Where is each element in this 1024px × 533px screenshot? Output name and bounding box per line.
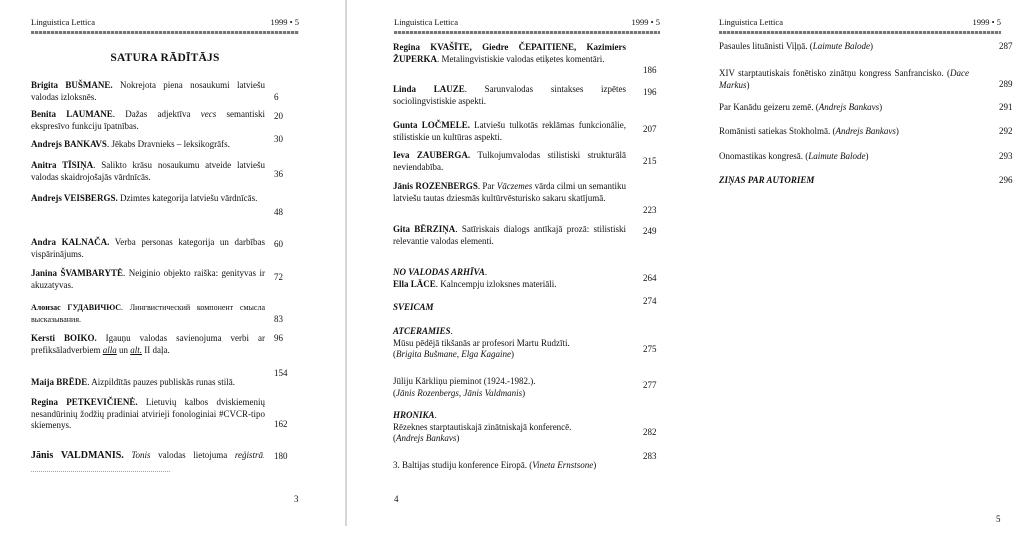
section-heading: SVEICAM — [393, 302, 434, 312]
toc-entry[interactable] — [31, 237, 283, 260]
entry-page: 196 — [643, 87, 657, 97]
entry-title: . Metalingvistiskie valodas etiķetes komentāri. — [437, 53, 605, 64]
entry-author: Anitra TĪSIŅA — [31, 160, 94, 170]
section-heading-punct: . — [434, 410, 437, 420]
entry-author: Benita LAUMANE — [31, 109, 113, 119]
section-heading-punct: . — [450, 326, 453, 336]
toc-entry[interactable]: 3. Baltijas studiju konference Eiropā. (Vineta Ernstsone) 283 — [393, 451, 657, 470]
entry-page: 292 — [999, 126, 1013, 136]
toc-entry[interactable] — [31, 302, 283, 325]
entry-title: Tulkojumvalodas stilistiski strukturālā neviendabība. — [393, 150, 626, 172]
toc-section-atceramies[interactable]: ATCERAMIES. Mūsu pēdējā tikšanās ar profesori Martu Rudzīti. (Brigita Bušmane, Elga Kagaine) 275 — [393, 326, 657, 359]
entry-page: 83 — [274, 314, 283, 324]
entry-author: Ieva ZAUBERGA. — [393, 150, 471, 160]
entry-title: . Satīriskais dialogs antīkajā prozā: stilistiski relevantie valodas elementi. — [393, 224, 627, 246]
entry-byline: Andrejs Bankavs — [396, 433, 457, 443]
entry-title: Pasaules lituānisti Viļņā. — [719, 41, 810, 51]
entry-title: . Dažas adjektīva — [112, 109, 201, 119]
entry-title: Dzimtes kategorija latviešu vārdnīcās. — [117, 193, 258, 203]
entry-byline: Vineta Ernstsone — [532, 460, 594, 470]
toc-entry[interactable] — [31, 193, 283, 217]
entry-page: 287 — [999, 41, 1013, 51]
entry-title-italic: reģistrā — [234, 450, 263, 460]
entry-page: 283 — [643, 451, 657, 461]
entry-title: Mūsu pēdējā tikšanās ar profesori Martu Rudzīti. — [393, 337, 570, 348]
issue-number: 1999 • 5 — [270, 17, 299, 27]
entry-page: 180 — [274, 451, 288, 461]
entry-byline: Jānis Rozenbergs, Jānis Valdmanis — [396, 387, 523, 398]
entry-title-italic: Vāczemes — [496, 181, 533, 191]
entry-page: 275 — [643, 344, 657, 354]
entry-page: 282 — [643, 427, 657, 437]
page-number: 3 — [294, 494, 299, 504]
header-rule — [394, 31, 660, 34]
entry-author: Andrejs VEISBERGS. — [31, 193, 118, 203]
entry-page: 215 — [643, 156, 657, 166]
entry-author: Gunta LOČMELE. — [393, 120, 470, 130]
toc-entry[interactable]: Onomastikas kongresā. (Laimute Balode) 293 — [719, 151, 1013, 161]
entry-page: 264 — [643, 273, 657, 283]
header-rule — [31, 31, 299, 34]
toc-section-hronika[interactable]: HRONIKA. Rēzeknes starptautiskajā zinātniskajā konferencē. (Andrejs Bankavs) 282 — [393, 410, 657, 443]
entry-author: Regina PETKEVIČIENĖ. — [31, 397, 138, 407]
entry-title: . Par — [477, 181, 497, 191]
entry-title: Lietuvių kalbos dviskiemenių nesandūrinių žodžių pradiniai atvirieji fonologiniai #CVCR-tipo skiemenys. — [31, 397, 265, 430]
toc-entry[interactable]: XIV starptautiskais fonētisko zinātņu kongress Sanfrancisko. (Dace Markus) 289 — [719, 68, 1013, 90]
entry-title: . Kalncempju izloksnes materiāli. — [435, 278, 557, 289]
entry-title: Onomastikas kongresā. — [719, 151, 806, 161]
toc-entry[interactable] — [393, 84, 657, 107]
entry-author: Kersti BOIKO. — [31, 333, 97, 343]
entry-author: Maija BRĒDE — [31, 377, 88, 387]
entry-title: semantiski ekspresīvo funkciju īpatnības. — [31, 109, 265, 131]
toc-entry[interactable] — [31, 134, 283, 151]
entry-title: Par Kanādu geizeru zemē. — [719, 102, 816, 112]
entry-page: 293 — [999, 151, 1013, 161]
entry-title: XIV starptautiskais fonētisko zinātņu kongress Sanfrancisko. — [719, 68, 947, 78]
section-heading-punct: . — [484, 267, 488, 277]
entry-page: 162 — [274, 419, 288, 429]
issue-number: 1999 • 5 — [631, 17, 660, 27]
entry-author: Ella LĀCE — [393, 278, 436, 289]
toc-entry[interactable] — [393, 42, 657, 75]
toc-entry[interactable] — [31, 268, 283, 291]
entry-page: 186 — [643, 65, 657, 75]
entry-page: 277 — [643, 380, 657, 390]
entry-title: Romānisti satiekas Stokholmā. — [719, 126, 833, 136]
entry-title: . Neiginio objekto raiška: genityvas ir akuzatyvas. — [31, 268, 265, 290]
toc-entry[interactable] — [393, 150, 657, 173]
section-heading: ATCERAMIES — [393, 326, 451, 336]
toc-entry[interactable] — [31, 80, 279, 103]
entry-page: 274 — [643, 296, 657, 306]
entry-author: Алоизас ГУДАВИЧЮС — [31, 303, 122, 312]
page-4 — [347, 0, 690, 533]
journal-name: Linguistica Lettica — [394, 17, 458, 27]
toc-entry[interactable] — [393, 224, 657, 247]
entry-author: Gita BĒRZIŅA — [393, 224, 456, 234]
entry-byline: Laimute Balode — [812, 41, 871, 51]
entry-title-italic: Tonis — [131, 450, 151, 460]
entry-title: Latviešu tulkotās reklāmas funkcionālie, stilistiskie un kultūras aspekti. — [393, 120, 626, 142]
entry-byline: Brigita Bušmane, Elga Kagaine — [396, 349, 511, 359]
entry-page: 289 — [999, 79, 1013, 89]
toc-entry[interactable]: Jūliju Kārkliņu pieminot (1924.-1982.). (Jānis Rozenbergs, Jānis Valdmanis) 277 — [393, 376, 657, 398]
running-header — [719, 17, 1001, 27]
entry-page: 291 — [999, 102, 1013, 112]
entry-author: Regina KVAŠĪTE, Giedre ČEPAITIENE, Kazimiers ŽUPERKA — [393, 42, 626, 64]
journal-name: Linguistica Lettica — [31, 17, 95, 27]
running-header — [394, 17, 660, 27]
entry-title: . Лингвистический компонент смысла высказывания. — [31, 303, 265, 324]
entry-author: Jānis VALDMANIS. — [31, 450, 124, 461]
toc-title: SATURA RĀDĪTĀJS — [110, 52, 220, 64]
toc-section-zinas-par-autoriem[interactable] — [719, 175, 1013, 187]
entry-page: 296 — [999, 175, 1013, 185]
entry-title: Rēzeknes starptautiskajā zinātniskajā konferencē. — [393, 421, 572, 432]
toc-entry[interactable] — [31, 109, 283, 132]
entry-page: 154 — [274, 368, 288, 378]
entry-title-underlined: alt. — [130, 344, 142, 355]
page-5 — [690, 0, 1024, 533]
entry-title: un — [116, 344, 131, 355]
entry-title: 3. Baltijas studiju konference Eiropā. — [393, 460, 530, 470]
toc-entry[interactable] — [31, 333, 283, 356]
toc-section-sveicam[interactable] — [393, 296, 657, 314]
page-number: 4 — [394, 494, 399, 504]
page-3 — [0, 0, 347, 533]
entry-title: . Jēkabs Dravnieks – leksikogrāfs. — [106, 139, 230, 149]
toc-entry[interactable]: Pasaules lituānisti Viļņā. (Laimute Balode) 287 — [719, 41, 1013, 51]
toc-entry[interactable] — [31, 397, 288, 432]
toc-section-no-valodas-arhiva[interactable] — [393, 267, 657, 290]
header-rule — [719, 31, 1001, 34]
entry-author: Janina ŠVAMBARYTĖ — [31, 268, 123, 278]
entry-page: 30 — [274, 134, 283, 144]
entry-page: 96 — [274, 333, 283, 343]
toc-entry[interactable]: Romānisti satiekas Stokholmā. (Andrejs Bankavs) 292 — [719, 126, 1013, 136]
entry-byline: Andrejs Bankavs — [818, 102, 880, 112]
section-heading: ZIŅAS PAR AUTORIEM — [719, 175, 815, 185]
entry-page: 36 — [274, 169, 283, 179]
section-heading: HRONIKA — [393, 410, 435, 420]
entry-page: 48 — [274, 207, 283, 217]
toc-entry[interactable] — [31, 160, 283, 183]
section-heading: NO VALODAS ARHĪVA — [393, 267, 485, 277]
entry-page: 72 — [274, 272, 283, 282]
entry-byline: Dace Markus — [719, 68, 969, 90]
entry-author: Brigita BUŠMANE. — [31, 80, 113, 90]
toc-entry[interactable]: Par Kanādu geizeru zemē. (Andrejs Bankavs) 291 — [719, 102, 1013, 112]
entry-author: Jānis ROZENBERGS — [393, 181, 478, 191]
entry-title: Nokrejota piena nosaukumi latviešu valodas izloksnēs. — [31, 80, 266, 102]
entry-author: Andrejs BANKAVS — [31, 139, 107, 149]
entry-title: Jūliju Kārkliņu pieminot (1924.-1982.). — [393, 376, 536, 386]
entry-title-underlined: alla — [102, 344, 117, 355]
leader-dots: . ...................................................................... — [31, 454, 265, 474]
issue-number: 1999 • 5 — [972, 17, 1001, 27]
entry-page: 207 — [643, 124, 657, 134]
toc-entry[interactable] — [393, 181, 657, 215]
running-header — [31, 17, 299, 27]
entry-page: 20 — [274, 111, 283, 121]
entry-title-italic: vecs — [200, 109, 217, 119]
entry-title: vārda cilmi un semantiku latviešu tautas dziesmās kultūrvēsturisko sakaru skatījumā. — [393, 181, 627, 203]
entry-title: . Salikto krāsu nosaukumu atveide latviešu valodas skaidrojošajās vārdnīcās. — [31, 160, 265, 182]
toc-entry[interactable] — [31, 450, 288, 477]
journal-name: Linguistica Lettica — [719, 17, 783, 27]
entry-page: 223 — [643, 205, 657, 215]
entry-author: Linda LAUZE — [393, 84, 465, 94]
entry-title: valodas lietojuma — [150, 450, 235, 460]
toc-entry[interactable] — [393, 120, 657, 143]
entry-byline: Laimute Balode — [808, 151, 866, 161]
entry-page: 6 — [274, 92, 279, 102]
entry-author: Andra KALNAČA. — [31, 237, 110, 247]
entry-byline: Andrejs Bankavs — [835, 126, 896, 136]
entry-page: 249 — [643, 226, 657, 236]
entry-title: . Sarunvalodas sintakses izpētes sociolingvistiskie aspekti. — [393, 84, 626, 106]
toc-entry[interactable] — [31, 368, 288, 389]
entry-title: Verba personas kategorija un darbības vispārinājums. — [31, 237, 265, 259]
entry-page: 60 — [274, 239, 283, 249]
entry-title: Igauņu valodas savienojuma verbi ar prefiksāladverbiem — [31, 333, 265, 355]
entry-title: II daļa. — [142, 344, 170, 355]
entry-title: . Aizpildītās pauzes publiskās runas stilā. — [87, 377, 235, 387]
page-number: 5 — [996, 514, 1001, 524]
